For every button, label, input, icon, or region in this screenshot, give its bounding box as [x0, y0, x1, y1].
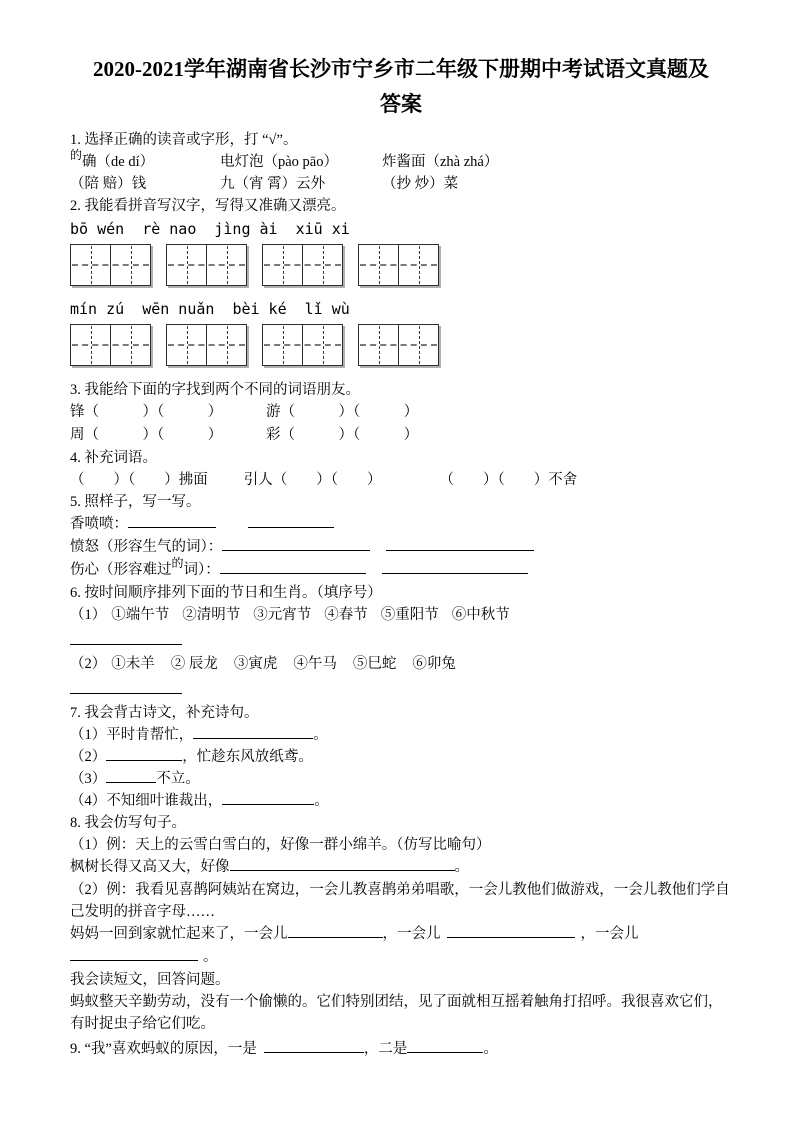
q8-heading: 8. 我会仿写句子。 [70, 815, 186, 831]
q6-sub2-label: （2） [70, 656, 107, 672]
writing-grid-group [166, 244, 247, 286]
answer-blank [220, 559, 366, 574]
writing-grid-cell [110, 325, 150, 365]
q1-dique-rest: 确（de dí） [82, 154, 155, 170]
answer-blank [106, 768, 156, 783]
zodiac-item: ② 辰龙 [170, 656, 218, 672]
q1-option-chaocai: （抄 炒）菜 [382, 176, 459, 192]
festival-item: ⑥中秋节 [451, 607, 510, 623]
q1-option-dique [70, 148, 220, 173]
q8-example2: （2）例：我看见喜鹊阿姨站在窝边，一会儿教喜鹊弟弟唱歌，一会儿教他们做游戏，一会儿教他们学自己发明的拼音字母…… [70, 882, 730, 920]
q5-heading: 5. 照样子，写一写。 [70, 494, 201, 510]
answer-blank [222, 790, 314, 805]
q6-festival-list [70, 604, 732, 626]
writing-grid-cell [398, 325, 438, 365]
festival-item: ④春节 [324, 607, 368, 623]
q2-pinyin-row1 [70, 219, 732, 239]
q7-line2-pre: （2） [70, 749, 107, 765]
q1-option-dengpao: 电灯泡（pào pāo） [220, 154, 338, 170]
q3-word-you: 游（ ）（ ） [266, 404, 419, 420]
q1-options-row2 [70, 173, 732, 195]
zodiac-item: ⑥卯兔 [412, 656, 456, 672]
q8-answer1-pre: 枫树长得又高又大，好像 [70, 859, 230, 875]
q7-heading: 7. 我会背古诗文，补充诗句。 [70, 705, 259, 721]
q6-heading: 6. 按时间顺序排列下面的节日和生肖。（填序号） [70, 585, 382, 601]
writing-grid-cell [71, 245, 110, 285]
q2-heading: 2. 我能看拼音写汉字，写得又准确又漂亮。 [70, 198, 346, 214]
q3-word-cai: 彩（ ）（ ） [266, 427, 419, 443]
q6-sub1-label: （1） [70, 607, 107, 623]
q8-answer2-line1 [70, 923, 732, 946]
q5-line3-pre: 伤心（形容难过 [70, 562, 172, 578]
answer-blank [382, 559, 528, 574]
writing-grid-row2 [70, 324, 732, 366]
q6-answer-line2 [70, 679, 732, 698]
q7-line1-post: 。 [313, 727, 328, 743]
q3-heading: 3. 我能给下面的字找到两个不同的词语朋友。 [70, 382, 360, 398]
q5-line3-superscript: 的 [171, 556, 184, 570]
writing-grid-cell [167, 325, 206, 365]
writing-grid-cell [206, 245, 246, 285]
writing-grid-group [358, 244, 439, 286]
writing-grid-cell [167, 245, 206, 285]
q6-zodiac-list [70, 653, 732, 675]
festival-item: ①端午节 [111, 607, 170, 623]
q8-answer2-pre: 妈妈一回到家就忙起来了，一会儿 [70, 926, 288, 942]
q4-phrase-yinren: 引人（ ）（ ） [243, 472, 382, 488]
writing-grid-group [70, 244, 151, 286]
q8-answer2-post: 。 [203, 949, 218, 965]
q3-word-zhou: 周（ ）（ ） [70, 427, 223, 443]
answer-blank [70, 679, 182, 694]
q4-phrase-fumian: （ ）（ ）拂面 [70, 472, 208, 488]
q9-pre: 9. “我”喜欢蚂蚁的原因，一是 [70, 1041, 257, 1057]
writing-grid-cell [302, 325, 342, 365]
answer-blank [193, 724, 313, 739]
pinyin-word: jìng ài [214, 220, 278, 238]
q8-answer2-mid2: ，一会儿 [580, 926, 639, 942]
q5-line3-post: 词）： [183, 562, 220, 578]
q1-heading: 1. 选择正确的读音或字形，打 “√”。 [70, 132, 298, 148]
writing-grid-cell [263, 245, 302, 285]
zodiac-item: ④午马 [293, 656, 337, 672]
zodiac-item: ①未羊 [111, 656, 155, 672]
title-line1: 2020-2021学年湖南省长沙市宁乡市二年级下册期中考试语文真题及 [93, 57, 709, 81]
answer-blank [128, 513, 216, 528]
writing-grid-cell [110, 245, 150, 285]
q7-line4-post: 。 [314, 793, 329, 809]
writing-grid-cell [263, 325, 302, 365]
answer-blank [222, 536, 370, 551]
q7-line3 [70, 768, 732, 790]
page-title [70, 52, 732, 122]
q5-line2 [70, 536, 732, 559]
writing-grid-group [262, 324, 343, 366]
pinyin-word: lǐ wù [304, 300, 350, 318]
q3-row1 [70, 401, 732, 424]
pinyin-word: wēn nuǎn [142, 300, 215, 318]
answer-blank [70, 630, 182, 645]
q7-line1 [70, 724, 732, 746]
writing-grid-cell [71, 325, 110, 365]
pinyin-word: mín zú [70, 300, 125, 318]
q1-option-zhajiangmian: 炸酱面（zhà zhá） [382, 154, 499, 170]
title-line2: 答案 [380, 92, 422, 116]
pinyin-word: rè nao [142, 220, 197, 238]
q9-mid: ，二是 [363, 1041, 408, 1057]
q5-line1-label: 香喷喷： [70, 516, 128, 532]
q1-option-jiuxiaoyunwai: 九（宵 霄）云外 [220, 176, 326, 192]
q4-heading: 4. 补充词语。 [70, 450, 157, 466]
writing-grid-group [262, 244, 343, 286]
q5-line3 [70, 556, 732, 582]
q6-answer-line1 [70, 630, 732, 649]
q8-answer2-mid1: ，一会儿 [382, 926, 441, 942]
q3-word-feng: 锋（ ）（ ） [70, 404, 223, 420]
q7-line1-pre: （1）平时肯帮忙， [70, 727, 194, 743]
q7-line4 [70, 790, 732, 812]
writing-grid-cell [206, 325, 246, 365]
q1-option-peiqian: （陪 赔）钱 [70, 176, 147, 192]
answer-blank [248, 513, 334, 528]
writing-grid-row1 [70, 244, 732, 286]
pinyin-word: bō wén [70, 220, 125, 238]
reading-passage: 蚂蚁整天辛勤劳动，没有一个偷懒的。它们特别团结，见了面就相互摇着触角打招呼。我很喜欢它们，有时捉虫子给它们吃。 [70, 994, 723, 1032]
writing-grid-group [70, 324, 151, 366]
q5-line2-label: 愤怒（形容生气的词）： [70, 539, 223, 555]
q7-line3-pre: （3） [70, 771, 107, 787]
writing-grid-cell [302, 245, 342, 285]
answer-blank [386, 536, 534, 551]
festival-item: ③元宵节 [253, 607, 312, 623]
zodiac-item: ⑤巳蛇 [352, 656, 397, 672]
writing-grid-cell [398, 245, 438, 285]
q4-phrase-bushe: （ ）（ ）不舍 [439, 472, 578, 488]
q8-example1: （1）例：天上的云雪白雪白的，好像一群小绵羊。（仿写比喻句） [70, 837, 491, 853]
q7-line2-post: ，忙趁东风放纸鸢。 [182, 749, 313, 765]
writing-grid-cell [359, 325, 398, 365]
answer-blank [288, 923, 383, 938]
zodiac-item: ③寅虎 [233, 656, 278, 672]
q1-options-row1 [70, 148, 732, 173]
festival-item: ⑤重阳节 [380, 607, 439, 623]
q1-dique-superscript: 的 [70, 148, 83, 162]
writing-grid-cell [359, 245, 398, 285]
q8-answer1-post: 。 [454, 859, 469, 875]
reading-intro: 我会读短文，回答问题。 [70, 972, 230, 988]
q4-row [70, 469, 732, 491]
answer-blank [264, 1038, 364, 1053]
answer-blank [447, 923, 575, 938]
q5-line1 [70, 513, 732, 536]
pinyin-word: xiū xi [295, 220, 350, 238]
pinyin-word: bèi ké [232, 300, 287, 318]
answer-blank [70, 946, 198, 961]
answer-blank [407, 1038, 483, 1053]
festival-item: ②清明节 [182, 607, 241, 623]
q7-line2 [70, 746, 732, 768]
q2-pinyin-row2 [70, 299, 732, 319]
q8-answer2-line2 [70, 946, 732, 969]
q7-line4-pre: （4）不知细叶谁裁出， [70, 793, 223, 809]
q9-line [70, 1038, 732, 1061]
writing-grid-group [358, 324, 439, 366]
writing-grid-group [166, 324, 247, 366]
q9-post: 。 [483, 1041, 498, 1057]
q3-row2 [70, 424, 732, 447]
answer-blank [106, 746, 182, 761]
q7-line3-post: 不立。 [156, 771, 200, 787]
q8-answer1 [70, 856, 732, 879]
answer-blank [230, 856, 455, 871]
